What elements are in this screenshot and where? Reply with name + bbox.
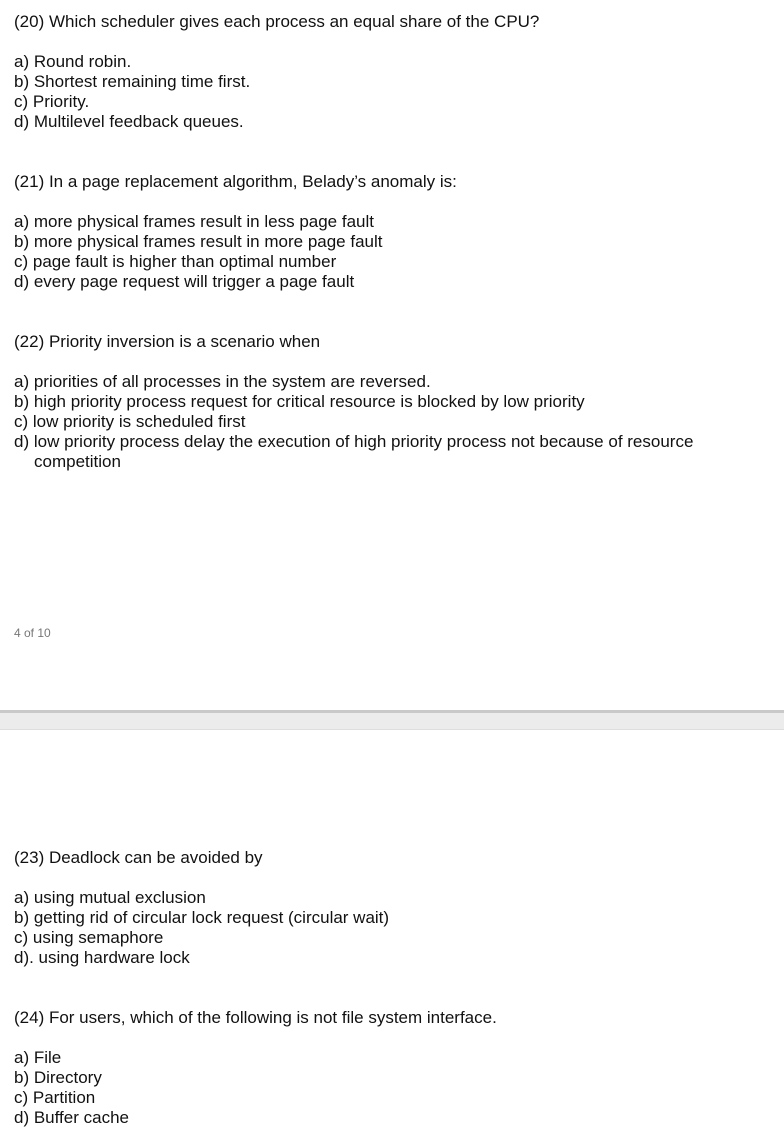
option-b: b) Shortest remaining time first. xyxy=(14,72,251,91)
question-23 xyxy=(14,848,774,968)
option-a: a) Round robin. xyxy=(14,52,132,71)
option-b: b) high priority process request for critical resource is blocked by low priority xyxy=(14,392,585,411)
question-stem: (21) In a page replacement algorithm, Belady’s anomaly is: xyxy=(14,172,457,191)
option-a: a) using mutual exclusion xyxy=(14,888,206,907)
option-d: d) low priority process delay the execution of high priority process not because of resource competition xyxy=(14,432,694,471)
option-c: c) page fault is higher than optimal number xyxy=(14,252,337,271)
pdf-page-5 xyxy=(0,730,784,1146)
option-b: b) more physical frames result in more page fault xyxy=(14,232,383,251)
option-d: d) Multilevel feedback queues. xyxy=(14,112,244,131)
question-22 xyxy=(14,332,774,472)
option-c: c) using semaphore xyxy=(14,928,164,947)
answer-options xyxy=(14,52,774,132)
option-d: d) every page request will trigger a page fault xyxy=(14,272,355,291)
page-separator xyxy=(0,710,784,730)
question-20 xyxy=(14,12,774,132)
option-d: d) Buffer cache xyxy=(14,1108,129,1127)
option-b: b) Directory xyxy=(14,1068,102,1087)
option-a: a) more physical frames result in less page fault xyxy=(14,212,374,231)
answer-options xyxy=(14,1048,774,1128)
question-21 xyxy=(14,172,774,292)
option-c: c) Priority. xyxy=(14,92,90,111)
question-stem: (23) Deadlock can be avoided by xyxy=(14,848,263,867)
page-number: 4 of 10 xyxy=(14,626,51,640)
option-d: d). using hardware lock xyxy=(14,948,190,967)
answer-options xyxy=(14,212,774,292)
option-c: c) Partition xyxy=(14,1088,96,1107)
option-a: a) File xyxy=(14,1048,62,1067)
answer-options xyxy=(14,888,774,968)
option-c: c) low priority is scheduled first xyxy=(14,412,246,431)
question-24 xyxy=(14,1008,774,1128)
answer-options xyxy=(14,372,774,472)
question-stem: (24) For users, which of the following is not file system interface. xyxy=(14,1008,497,1027)
option-a: a) priorities of all processes in the system are reversed. xyxy=(14,372,431,391)
question-stem: (22) Priority inversion is a scenario when xyxy=(14,332,321,351)
question-stem: (20) Which scheduler gives each process an equal share of the CPU? xyxy=(14,12,540,31)
option-b: b) getting rid of circular lock request (circular wait) xyxy=(14,908,390,927)
